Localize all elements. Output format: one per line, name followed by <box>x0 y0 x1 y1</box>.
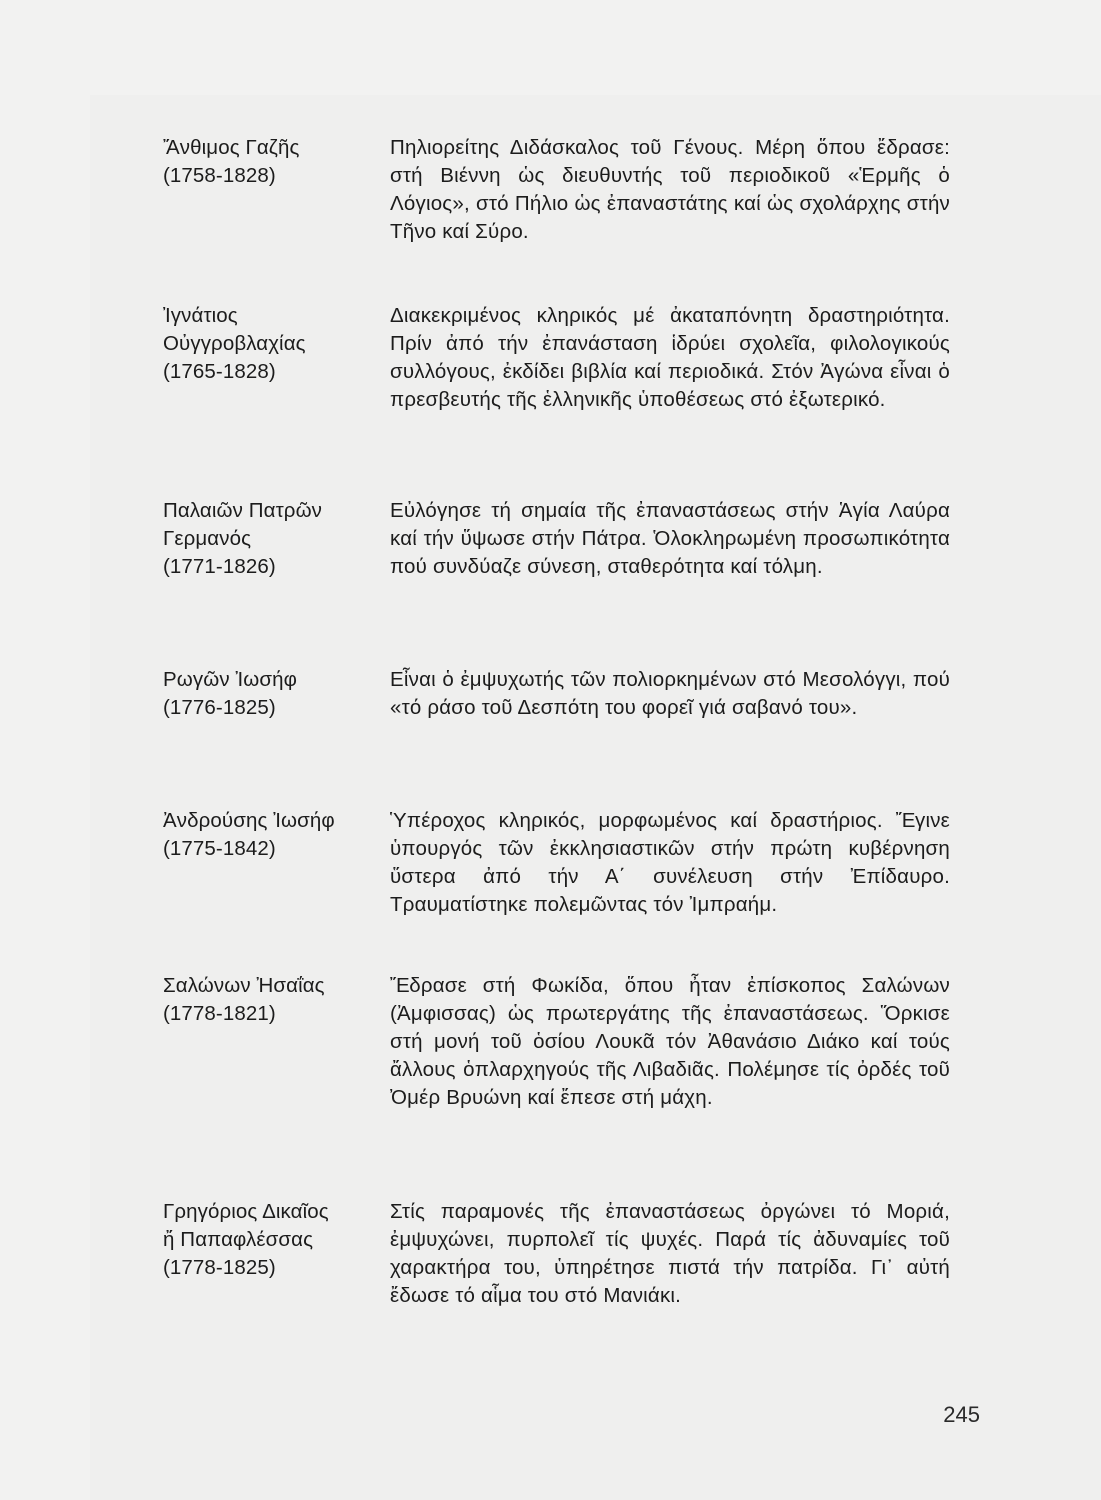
entry-name: Παλαιῶν Πατρῶν Γερμανός (1771-1826) <box>163 499 323 578</box>
entry-name: Ἄνθιμος Γαζῆς (1758-1828) <box>163 136 300 187</box>
entry-description: Ἔδρασε στή Φωκίδα, ὅπου ἦταν ἐπίσκοπος Σαλώνων (Ἀμφισσας) ὡς πρωτεργάτης τῆς ἐπαναστάσεως. Ὅρκισε στή μονή τοῦ ὁσίου Λουκᾶ τόν Ἀθανάσιο Διάκο καί τούς ἄλλους ὁπλαρχηγούς τῆς Λιβαδιᾶς. Πολέμησε τίς ὀρδές τοῦ Ὀμέρ Βρυώνη καί ἔπεσε στή μάχη. <box>390 974 950 1109</box>
entry-description: Διακεκριμένος κληρικός μέ ἀκαταπόνητη δραστηριότητα. Πρίν ἀπό τήν ἐπανάσταση ἱδρύει σχολεῖα, φιλολογικούς συλλόγους, ἐκδίδει βιβλία καί περιοδικά. Στόν Ἀγώνα εἶναι ὁ πρεσβευτής τῆς ἑλληνικῆς ὑποθέσεως στό ἐξωτερικό. <box>390 304 950 411</box>
entry-description: Ὑπέροχος κληρικός, μορφωμένος καί δραστήριος. Ἔγινε ὑπουργός τῶν ἐκκλησιαστικῶν στήν πρώτη κυβέρνηση ὕστερα ἀπό τήν Α΄ συνέλευση στήν Ἐπίδαυρο. Τραυματίστηκε πολεμῶντας τόν Ἰμπραήμ. <box>390 809 950 916</box>
entry-name: Γρηγόριος Δικαῖος ἤ Παπαφλέσσας (1778-1825) <box>163 1200 329 1279</box>
entry-description: Στίς παραμονές τῆς ἐπαναστάσεως ὀργώνει τό Μοριά, ἐμψυχώνει, πυρπολεῖ τίς ψυχές. Παρά τίς ἀδυναμίες τοῦ χαρακτήρα του, ὑπηρέτησε πιστά τήν πατρίδα. Γι᾽ αὐτή ἔδωσε τό αἷμα του στό Μανιάκι. <box>390 1200 950 1307</box>
entry-description: Εὐλόγησε τή σημαία τῆς ἐπαναστάσεως στήν Ἁγία Λαύρα καί τήν ὕψωσε στήν Πάτρα. Ὁλοκληρωμένη προσωπικότητα πού συνδύαζε σύνεση, σταθερότητα καί τόλμη. <box>390 499 950 578</box>
entry-description: Πηλιορείτης Διδάσκαλος τοῦ Γένους. Μέρη ὅπου ἔδρασε: στή Βιέννη ὡς διευθυντής τοῦ περιοδικοῦ «Ἑρμῆς ὁ Λόγιος», στό Πήλιο ὡς ἐπαναστάτης καί ὡς σχολάρχης στήν Τῆνο καί Σύρο. <box>390 136 950 243</box>
page-number: 245 <box>943 1402 980 1427</box>
entry-description: Εἶναι ὁ ἐμψυχωτής τῶν πολιορκημένων στό Μεσολόγγι, πού «τό ράσο τοῦ Δεσπότη του φορεῖ γιά σαβανό του». <box>390 668 950 719</box>
entry-name: Ἰγνάτιος Οὐγγροβλαχίας (1765-1828) <box>163 304 306 383</box>
entry-name: Σαλώνων Ἠσαΐας (1778-1821) <box>163 974 325 1025</box>
entry-name: Ἀνδρούσης Ἰωσήφ (1775-1842) <box>163 809 335 860</box>
entry-name: Ρωγῶν Ἰωσήφ (1776-1825) <box>163 668 298 719</box>
